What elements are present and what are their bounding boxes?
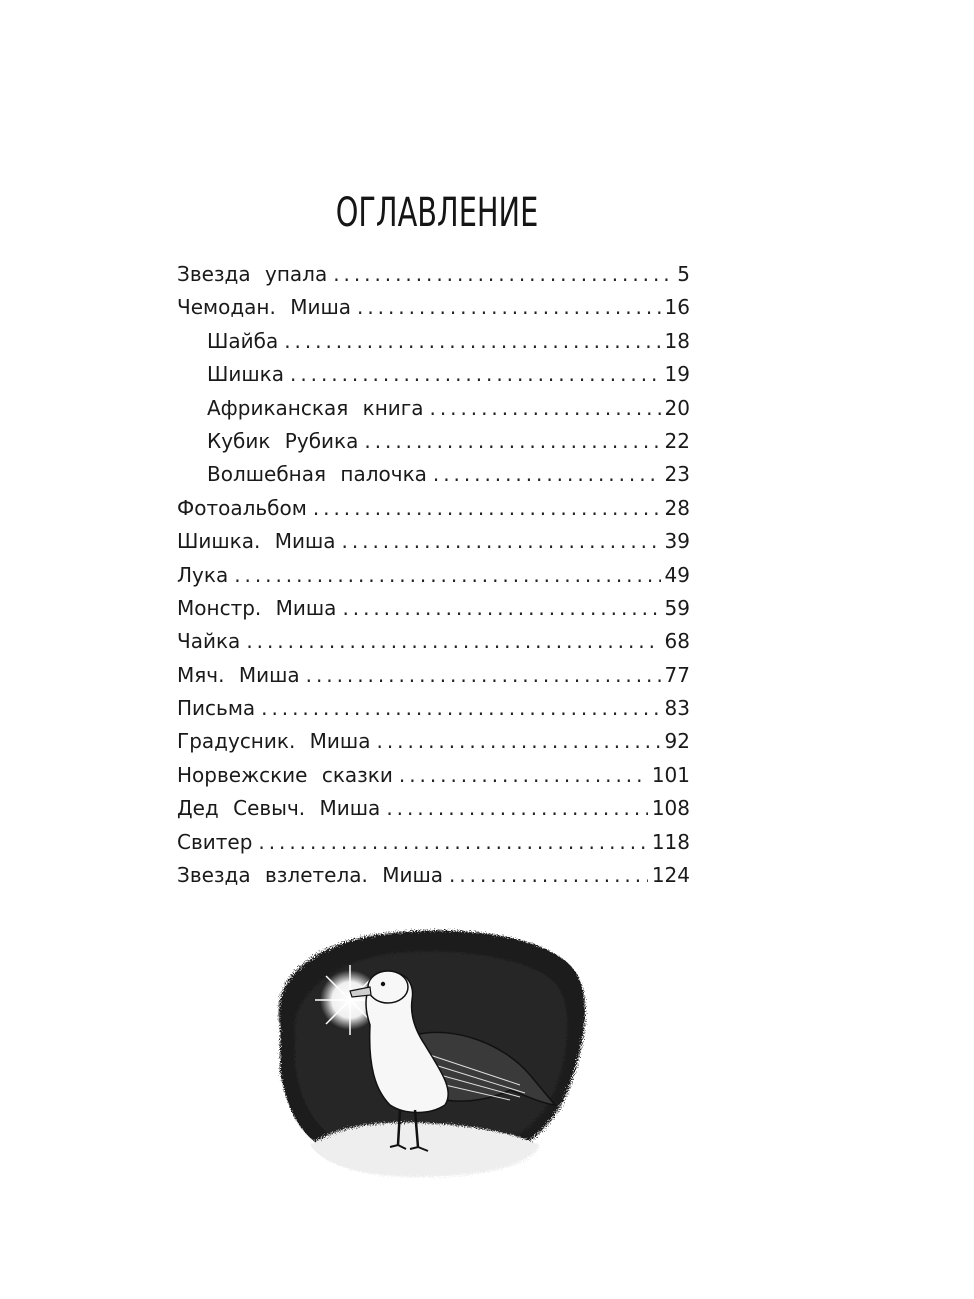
toc-entry-title: Градусник. Миша xyxy=(177,729,371,754)
toc-entry[interactable] xyxy=(177,559,690,592)
toc-entry-page: 18 xyxy=(664,328,690,353)
toc-entry[interactable] xyxy=(177,592,690,625)
toc-entry-title: Свитер xyxy=(177,829,253,854)
toc-entry-page: 77 xyxy=(664,662,690,687)
toc-leader-dots xyxy=(399,759,648,792)
toc-leader-dots xyxy=(246,625,660,658)
table-of-contents xyxy=(177,258,690,892)
toc-leader-dots xyxy=(313,492,661,525)
toc-entry-page: 5 xyxy=(677,262,690,286)
toc-entry-page: 28 xyxy=(664,495,690,520)
toc-entry-page: 92 xyxy=(664,729,690,754)
toc-entry[interactable] xyxy=(177,725,690,758)
toc-entry[interactable] xyxy=(177,625,690,658)
toc-entry[interactable] xyxy=(177,692,690,725)
toc-entry-title: Письма xyxy=(177,696,256,721)
toc-entry-title: Волшебная палочка xyxy=(207,462,427,487)
toc-entry-page: 20 xyxy=(664,395,690,420)
toc-entry[interactable] xyxy=(177,759,690,792)
toc-entry-page: 59 xyxy=(664,595,690,620)
toc-entry-page: 23 xyxy=(664,462,690,487)
toc-entry-title: Дед Севыч. Миша xyxy=(177,796,381,821)
toc-entry-page: 49 xyxy=(664,562,690,587)
toc-entry-title: Чайка xyxy=(177,629,241,654)
toc-leader-dots xyxy=(306,659,661,692)
toc-entry-page: 101 xyxy=(651,762,690,787)
toc-leader-dots xyxy=(261,692,660,725)
toc-entry-title: Звезда упала xyxy=(177,262,328,286)
toc-leader-dots xyxy=(284,325,660,358)
toc-entry-page: 16 xyxy=(664,295,690,320)
toc-leader-dots xyxy=(364,425,660,458)
toc-leader-dots xyxy=(357,291,661,324)
toc-entry-title: Шишка xyxy=(207,362,285,387)
toc-entry[interactable] xyxy=(177,291,690,324)
toc-entry-title: Чемодан. Миша xyxy=(177,295,352,320)
toc-leader-dots xyxy=(430,392,661,425)
toc-leader-dots xyxy=(290,358,661,391)
toc-entry[interactable] xyxy=(177,792,690,825)
toc-leader-dots xyxy=(433,458,661,491)
toc-entry-title: Мяч. Миша xyxy=(177,662,300,687)
toc-entry-title: Звезда взлетела. Миша xyxy=(177,863,444,888)
toc-entry-title: Шишка. Миша xyxy=(177,529,336,554)
toc-subentry[interactable] xyxy=(177,425,690,458)
toc-entry[interactable] xyxy=(177,258,690,291)
toc-entry-title: Лука xyxy=(177,562,229,587)
toc-subentry[interactable] xyxy=(177,325,690,358)
toc-subentry[interactable] xyxy=(177,458,690,491)
toc-entry[interactable] xyxy=(177,525,690,558)
toc-leader-dots xyxy=(333,258,673,291)
toc-leader-dots xyxy=(386,792,648,825)
toc-entry[interactable] xyxy=(177,492,690,525)
toc-leader-dots xyxy=(449,859,648,892)
toc-entry-page: 108 xyxy=(651,796,690,821)
toc-entry-page: 68 xyxy=(664,629,690,654)
page-title: ОГЛАВЛЕНИЕ xyxy=(335,190,539,236)
toc-leader-dots xyxy=(258,826,647,859)
toc-entry-title: Монстр. Миша xyxy=(177,595,337,620)
toc-entry-page: 22 xyxy=(664,428,690,453)
toc-entry-page: 83 xyxy=(664,696,690,721)
toc-entry-title: Фотоальбом xyxy=(177,495,307,520)
seagull-with-star-illustration xyxy=(240,905,640,1195)
toc-entry[interactable] xyxy=(177,859,690,892)
toc-entry-page: 39 xyxy=(664,529,690,554)
toc-entry-page: 118 xyxy=(651,829,690,854)
toc-entry-title: Норвежские сказки xyxy=(177,762,393,787)
toc-entry-title: Шайба xyxy=(207,328,279,353)
toc-leader-dots xyxy=(342,592,660,625)
toc-leader-dots xyxy=(234,559,660,592)
toc-entry-title: Африканская книга xyxy=(207,395,424,420)
toc-subentry[interactable] xyxy=(177,358,690,391)
toc-entry[interactable] xyxy=(177,826,690,859)
toc-entry-page: 124 xyxy=(651,863,690,888)
toc-entry-title: Кубик Рубика xyxy=(207,428,359,453)
toc-entry[interactable] xyxy=(177,659,690,692)
toc-entry-page: 19 xyxy=(664,362,690,387)
toc-leader-dots xyxy=(342,525,661,558)
toc-leader-dots xyxy=(377,725,661,758)
toc-subentry[interactable] xyxy=(177,392,690,425)
